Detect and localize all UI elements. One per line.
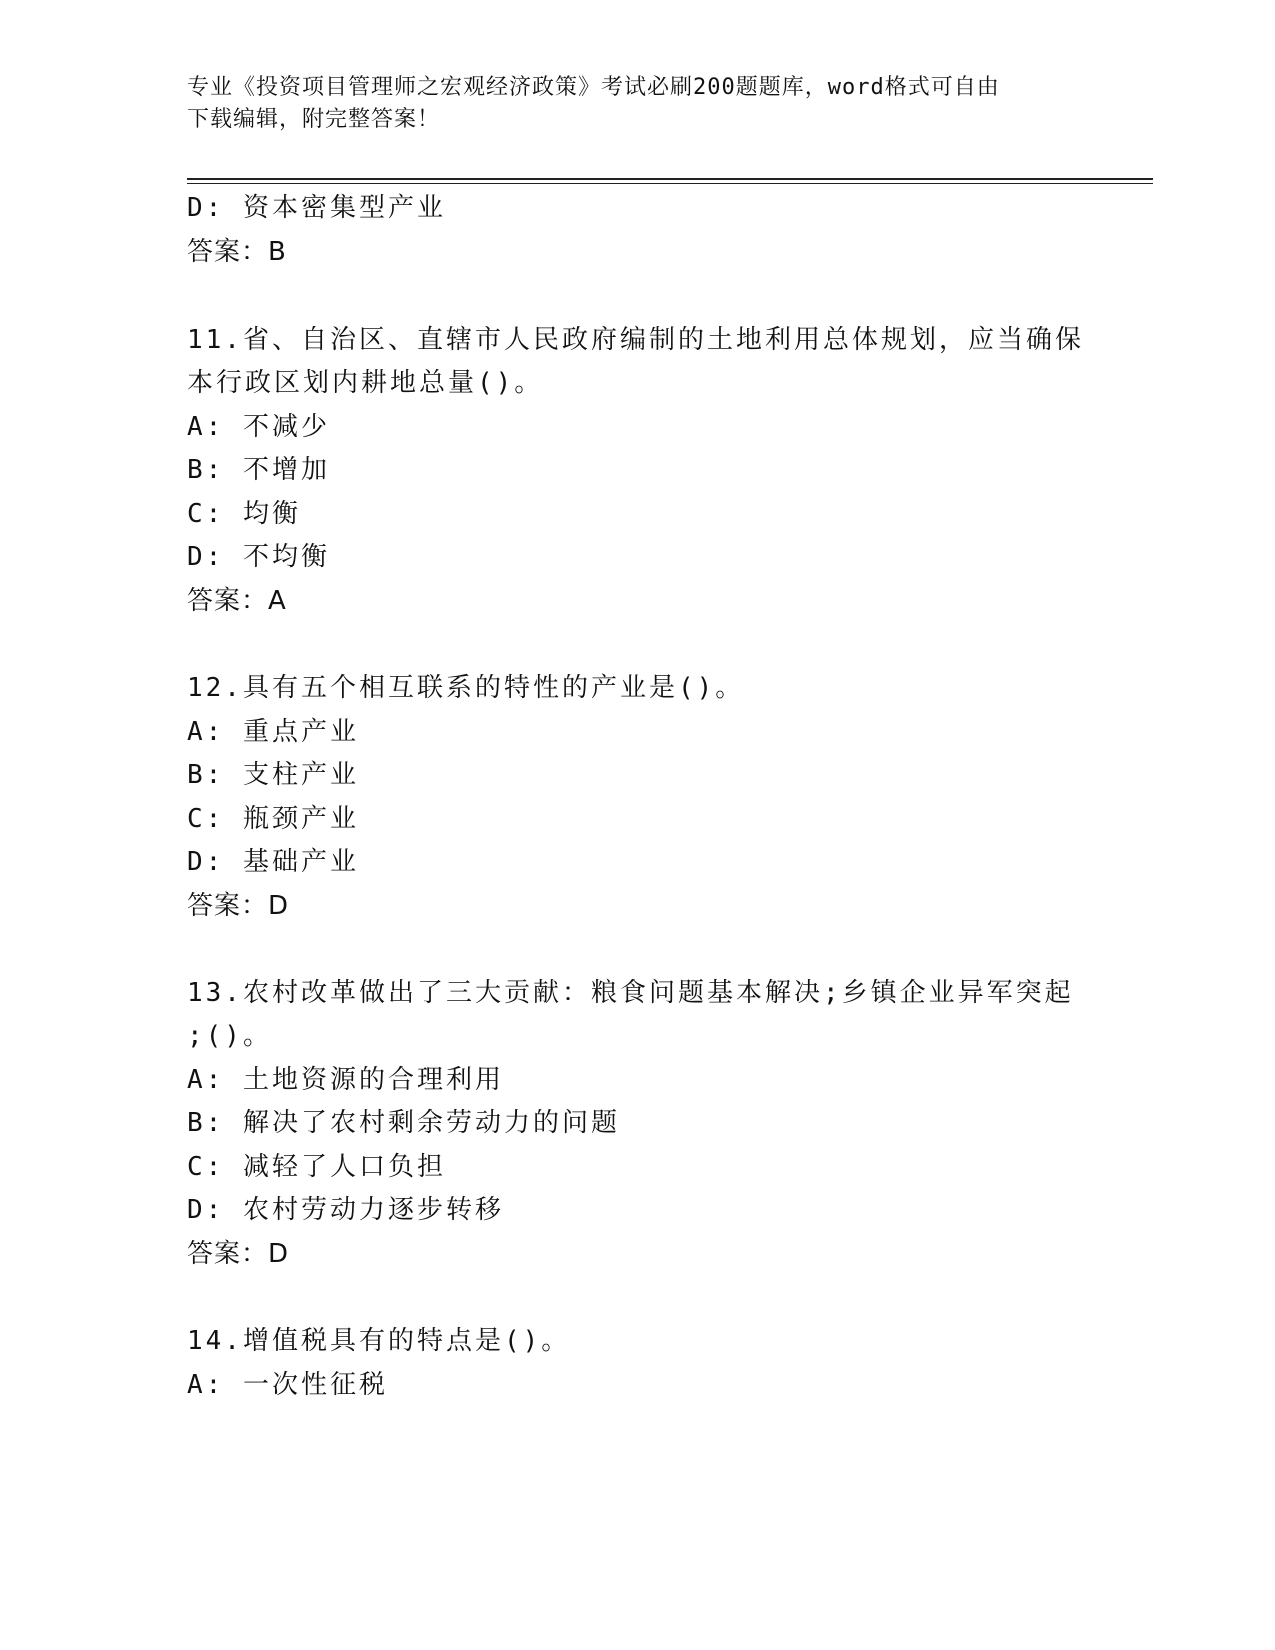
q12-option-a: A: 重点产业: [187, 717, 359, 747]
q13-stem-line-1: 13.农村改革做出了三大贡献：粮食问题基本解决;乡镇企业异军突起: [187, 978, 1074, 1008]
header-title-line-1: 专业《投资项目管理师之宏观经济政策》考试必刷200题题库，word格式可自由: [187, 75, 1000, 100]
q12-answer: 答案：D: [187, 891, 290, 921]
prev-option-d: D: 资本密集型产业: [187, 193, 446, 223]
q11-option-c: C: 均衡: [187, 499, 301, 529]
q11-option-d: D: 不均衡: [187, 542, 330, 572]
prev-answer: 答案：B: [187, 237, 287, 267]
q13-option-c: C: 减轻了人口负担: [187, 1152, 446, 1182]
header-divider-thick: [187, 178, 1153, 180]
q13-option-b: B: 解决了农村剩余劳动力的问题: [187, 1108, 620, 1138]
document-header: [187, 72, 1067, 136]
q14-stem-line-1: 14.增值税具有的特点是()。: [187, 1326, 571, 1356]
header-divider-thin: [187, 183, 1153, 184]
q11-option-b: B: 不增加: [187, 455, 330, 485]
q12-option-c: C: 瓶颈产业: [187, 804, 359, 834]
q11-answer: 答案：A: [187, 586, 287, 616]
q11-stem-line-1: 11.省、自治区、直辖市人民政府编制的土地利用总体规划，应当确保: [187, 325, 1084, 355]
header-title-line-2: 下载编辑，附完整答案！: [187, 107, 441, 132]
q13-stem-line-2: ;()。: [187, 1021, 272, 1051]
q11-stem-line-2: 本行政区划内耕地总量()。: [187, 368, 544, 398]
q11-option-a: A: 不减少: [187, 412, 330, 442]
q12-option-b: B: 支柱产业: [187, 760, 359, 790]
q13-option-a: A: 土地资源的合理利用: [187, 1065, 504, 1095]
q14-option-a: A: 一次性征税: [187, 1370, 388, 1400]
q13-option-d: D: 农村劳动力逐步转移: [187, 1195, 504, 1225]
q12-stem-line-1: 12.具有五个相互联系的特性的产业是()。: [187, 673, 745, 703]
q12-option-d: D: 基础产业: [187, 847, 359, 877]
q13-answer: 答案：D: [187, 1239, 290, 1269]
